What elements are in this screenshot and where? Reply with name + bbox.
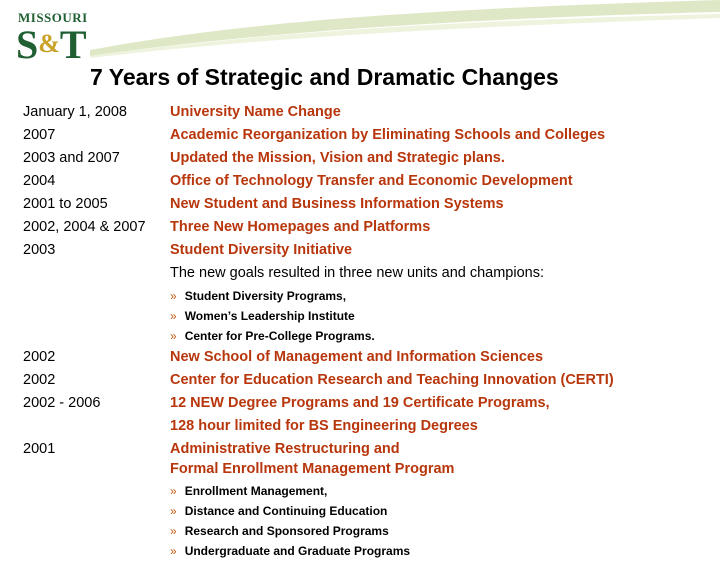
- list-item: [170, 521, 389, 541]
- change-row: [0, 170, 720, 193]
- change-row: [0, 101, 720, 124]
- change-date: 2004: [23, 173, 56, 189]
- change-item: 128 hour limited for BS Engineering Degrees: [170, 418, 478, 434]
- list-item: [170, 541, 410, 561]
- bullet-marker: »: [170, 329, 177, 343]
- change-date: 2007: [23, 127, 56, 143]
- change-item: University Name Change: [170, 104, 341, 120]
- change-row: [0, 346, 720, 369]
- list-item-text: Enrollment Management,: [184, 484, 328, 498]
- change-date: January 1, 2008: [23, 104, 127, 120]
- logo-ampersand: &: [38, 29, 60, 58]
- change-row: [0, 124, 720, 147]
- bullet-marker: »: [170, 309, 177, 323]
- change-row: [0, 392, 720, 415]
- change-item: New School of Management and Information Sciences: [170, 349, 544, 365]
- list-item-text: Student Diversity Programs,: [184, 289, 347, 303]
- change-date: 2003 and 2007: [23, 150, 120, 166]
- change-row: [0, 369, 720, 392]
- change-item: Student Diversity Initiative: [170, 242, 353, 258]
- list-item-text: Center for Pre-College Programs.: [184, 329, 375, 343]
- list-item: [170, 306, 355, 326]
- change-item: Center for Education Research and Teaching Innovation (CERTI): [170, 372, 614, 388]
- change-date: 2002 - 2006: [23, 395, 101, 411]
- change-item: New Student and Business Information Systems: [170, 196, 504, 212]
- bullet-marker: »: [170, 289, 177, 303]
- list-item: [170, 481, 327, 501]
- logo-letter-t: T: [59, 22, 87, 67]
- change-item: Office of Technology Transfer and Economic Development: [170, 173, 573, 189]
- bullet-marker: »: [170, 504, 177, 518]
- goals-note: The new goals resulted in three new units and champions:: [170, 265, 544, 281]
- list-item: [170, 286, 346, 306]
- header-banner: [0, 0, 720, 62]
- change-item: Academic Reorganization by Eliminating Schools and Colleges: [170, 127, 606, 143]
- bullet-marker: »: [170, 524, 177, 538]
- change-date: 2001: [23, 441, 56, 457]
- change-date: 2002: [23, 349, 56, 365]
- change-item: Three New Homepages and Platforms: [170, 219, 431, 235]
- change-date: 2001 to 2005: [23, 196, 108, 212]
- logo-wordmark: MISSOURI: [18, 10, 88, 25]
- change-date: 2002: [23, 372, 56, 388]
- change-item: Updated the Mission, Vision and Strategic plans.: [170, 150, 505, 166]
- change-date: 2002, 2004 & 2007: [23, 219, 146, 235]
- change-row: [0, 216, 720, 239]
- list-item-text: Distance and Continuing Education: [184, 504, 388, 518]
- change-item: Formal Enrollment Management Program: [170, 461, 455, 477]
- change-row: [0, 458, 720, 481]
- bullet-marker: »: [170, 544, 177, 558]
- change-row: [0, 415, 720, 438]
- change-item: Administrative Restructuring and: [170, 441, 400, 457]
- list-item: [170, 501, 387, 521]
- bullet-marker: »: [170, 484, 177, 498]
- list-item-text: Women’s Leadership Institute: [184, 309, 355, 323]
- change-row: [0, 147, 720, 170]
- slide-title: 7 Years of Strategic and Dramatic Changes: [90, 64, 559, 90]
- change-date: 2003: [23, 242, 56, 258]
- logo-letter-s: S: [16, 22, 39, 67]
- change-row: [0, 239, 720, 262]
- change-item: 12 NEW Degree Programs and 19 Certificate Programs,: [170, 395, 550, 411]
- list-item: [170, 326, 375, 346]
- change-row: [0, 193, 720, 216]
- list-item-text: Research and Sponsored Programs: [184, 524, 389, 538]
- list-item-text: Undergraduate and Graduate Programs: [184, 544, 411, 558]
- university-logo: [16, 22, 87, 67]
